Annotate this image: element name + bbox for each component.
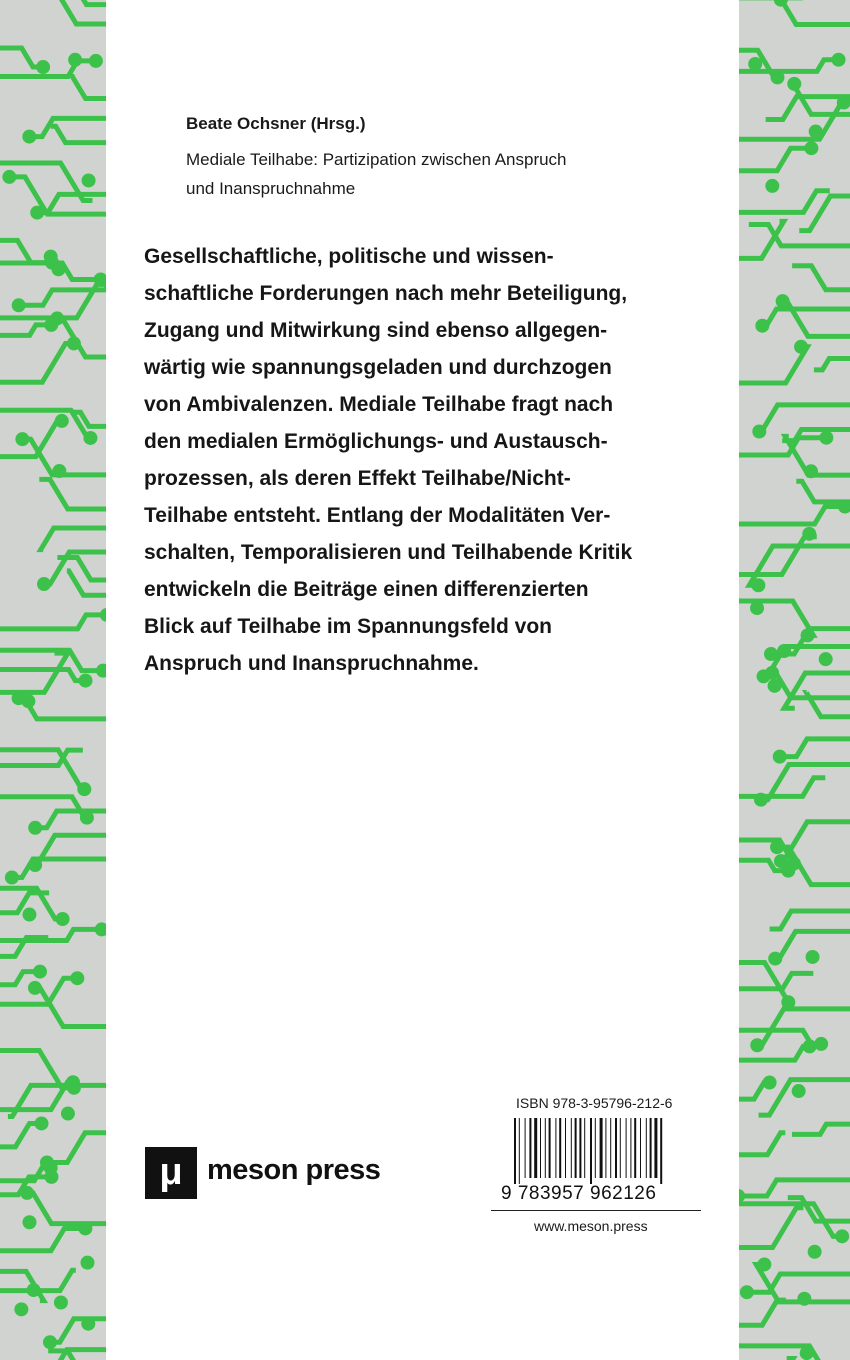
blurb-line: entwickeln die Beiträge einen differenzierten	[144, 578, 589, 601]
circuit-pattern-right	[739, 0, 850, 1360]
mu-logo-icon: μ	[145, 1147, 197, 1199]
publisher-url: www.meson.press	[534, 1218, 648, 1234]
blurb-line: Zugang und Mitwirkung sind ebenso allgegen-	[144, 319, 608, 342]
circuit-board-graphic	[739, 0, 850, 1360]
blurb-text	[144, 238, 704, 682]
blurb-line: den medialen Ermöglichungs- und Austausch-	[144, 430, 608, 453]
publisher-name: meson press	[207, 1154, 381, 1186]
back-cover-panel	[106, 0, 739, 1360]
book-title	[186, 145, 656, 203]
circuit-board-graphic	[0, 0, 106, 1360]
editor-name: Beate Ochsner (Hrsg.)	[186, 114, 366, 133]
isbn-label: ISBN 978-3-95796-212-6	[516, 1095, 673, 1111]
book-title-line-2: und Inanspruchnahme	[186, 179, 356, 198]
blurb-line: schaftliche Forderungen nach mehr Beteiligung,	[144, 282, 628, 305]
divider-line	[491, 1210, 701, 1211]
blurb-line: prozessen, als deren Effekt Teilhabe/Nicht-	[144, 467, 571, 490]
blurb-line: Blick auf Teilhabe im Spannungsfeld von	[144, 615, 553, 638]
blurb-line: von Ambivalenzen. Mediale Teilhabe fragt nach	[144, 393, 614, 416]
barcode-graphic	[512, 1118, 682, 1184]
blurb-line: schalten, Temporalisieren und Teilhabende Kritik	[144, 541, 633, 564]
barcode-digits: 9 783957 962126	[501, 1183, 657, 1204]
book-title-line-1: Mediale Teilhabe: Partizipation zwischen Anspruch	[186, 150, 567, 169]
circuit-pattern-left	[0, 0, 106, 1360]
blurb-line: wärtig wie spannungsgeladen und durchzogen	[144, 356, 612, 379]
blurb-line: Teilhabe entsteht. Entlang der Modalitäten Ver-	[144, 504, 611, 527]
blurb-line: Gesellschaftliche, politische und wissen-	[144, 245, 554, 268]
blurb-line: Anspruch und Inanspruchnahme.	[144, 652, 479, 675]
